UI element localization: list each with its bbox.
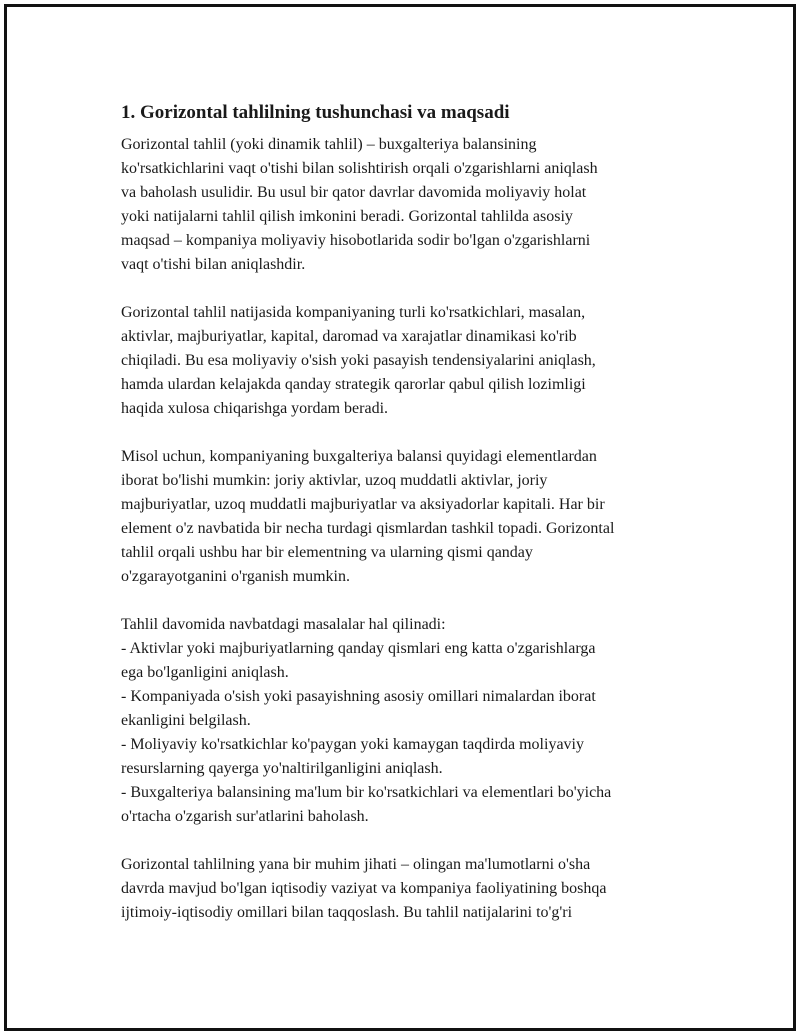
paragraph-dynamics: Gorizontal tahlil natijasida kompaniyaning turli ko'rsatkichlari, masalan, aktivlar, majburiyatlar, kapital, daromad va xarajatlar dinamikasi ko'rib chiqiladi. Bu esa moliyaviy o'sish yoki pasayish tendensiyalarini aniqlash, hamda ulardan kelajakda qanday strategik qarorlar qabul qilish lozimligi haqida xulosa chiqarishga yordam beradi. xyxy=(121,304,596,417)
tasks-intro: Tahlil davomida navbatdagi masalalar hal qilinadi: xyxy=(121,616,446,633)
task-item: - Kompaniyada o'sish yoki pasayishning asosiy omillari nimalardan iborat ekanligini belgilash. xyxy=(121,688,596,729)
tasks-block xyxy=(121,613,711,829)
paragraph-definition: Gorizontal tahlil (yoki dinamik tahlil) – buxgalteriya balansining ko'rsatkichlarini vaqt o'tishi bilan solishtirish orqali o'zgarishlarni aniqlash va baholash usulidir. Bu usul bir qator davrlar davomida moliyaviy holat yoki natijalarni tahlil qilish imkonini beradi. Gorizontal tahlilda asosiy maqsad – kompaniya moliyaviy hisobotlarida sodir bo'lgan o'zgarishlarni vaqt o'tishi bilan aniqlashdir. xyxy=(121,136,598,273)
document-body xyxy=(121,99,711,949)
task-item: - Buxgalteriya balansining ma'lum bir ko'rsatkichlari va elementlari bo'yicha o'rtacha o'zgarish sur'atlarini baholash. xyxy=(121,784,612,825)
page-frame xyxy=(4,4,796,1031)
task-item: - Aktivlar yoki majburiyatlarning qanday qismlari eng katta o'zgarishlarga ega bo'lganligini aniqlash. xyxy=(121,640,596,681)
section-heading: 1. Gorizontal tahlilning tushunchasi va maqsadi xyxy=(121,102,510,123)
paragraph-example: Misol uchun, kompaniyaning buxgalteriya balansi quyidagi elementlardan iborat bo'lishi mumkin: joriy aktivlar, uzoq muddatli aktivlar, joriy majburiyatlar, uzoq muddatli majburiyatlar va aksiyadorlar kapitali. Har bir element o'z navbatida bir necha turdagi qismlardan tashkil topadi. Gorizontal tahlil orqali ushbu har bir elementning va ularning qismi qanday o'zgarayotganini o'rganish mumkin. xyxy=(121,448,615,585)
paragraph-closing: Gorizontal tahlilning yana bir muhim jihati – olingan ma'lumotlarni o'sha davrda mavjud bo'lgan iqtisodiy vaziyat va kompaniya faoliyatining boshqa ijtimoiy-iqtisodiy omillari bilan taqqoslash. Bu tahlil natijalarini to'g'ri xyxy=(121,856,607,921)
task-item: - Moliyaviy ko'rsatkichlar ko'paygan yoki kamaygan taqdirda moliyaviy resurslarning qayerga yo'naltirilganligini aniqlash. xyxy=(121,736,584,777)
